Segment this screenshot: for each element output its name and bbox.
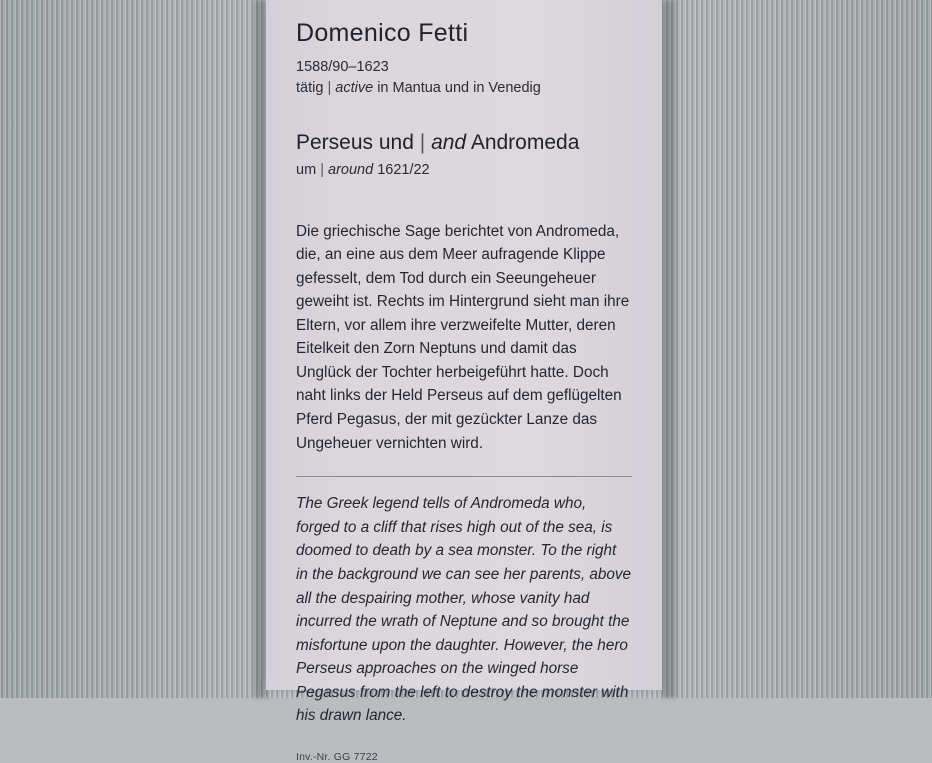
description-english: The Greek legend tells of Andromeda who, forged to a cliff that rises high out of the sea, is doomed to death by a sea monster. To the right in the background we can see her parents, above all the despairing mother, whose vanity had incurred the wrath of Neptune and so brought the misfortune upon the daughter. However, the hero Perseus approaches on the winged horse Pegasus from the left to destroy the monster with his drawn lance.	[296, 492, 632, 727]
description-german: Die griechische Sage berichtet von Andromeda, die, an eine aus dem Meer aufragende Klippe gefesselt, dem Tod durch ein Seeungeheuer geweiht ist. Rechts im Hintergrund sieht man ihre Eltern, vor allem ihre verzweifelte Mutter, deren Eitelkeit den Zorn Neptuns und damit das Unglück der Tochter herbeigeführt hatte. Doch naht links der Held Perseus auf dem geflügelten Pferd Pegasus, der mit gezückter Lanze das Ungeheuer vernichten wird.	[296, 220, 632, 455]
inventory-number: Inv.-Nr. GG 7722	[296, 751, 632, 763]
activity-label-de: tätig	[296, 80, 323, 96]
activity-separator: |	[327, 80, 331, 96]
language-divider	[296, 476, 632, 477]
artwork-title-de: Perseus und	[296, 131, 414, 154]
date-value: 1621/22	[377, 162, 429, 178]
artwork-date-line	[296, 160, 632, 180]
date-label-en: around	[328, 162, 373, 178]
artwork-title-en-and: and	[431, 131, 466, 154]
artist-name: Domenico Fetti	[296, 18, 632, 48]
wall-tint-left	[0, 0, 262, 698]
date-label-de: um	[296, 162, 316, 178]
artist-life-dates: 1588/90–1623	[296, 57, 632, 78]
artwork-title-separator: |	[420, 131, 425, 154]
artist-activity-line	[296, 78, 632, 99]
activity-place: in Mantua und in Venedig	[377, 80, 541, 96]
wall-tint-right	[662, 0, 932, 698]
activity-label-en: active	[335, 80, 373, 96]
museum-wall-label	[266, 0, 662, 690]
artwork-title-subject: Andromeda	[471, 131, 580, 154]
date-separator: |	[320, 162, 324, 178]
wall-shadow-band-right	[662, 0, 676, 698]
artwork-title	[296, 130, 632, 156]
artwork-title-block	[296, 130, 632, 181]
